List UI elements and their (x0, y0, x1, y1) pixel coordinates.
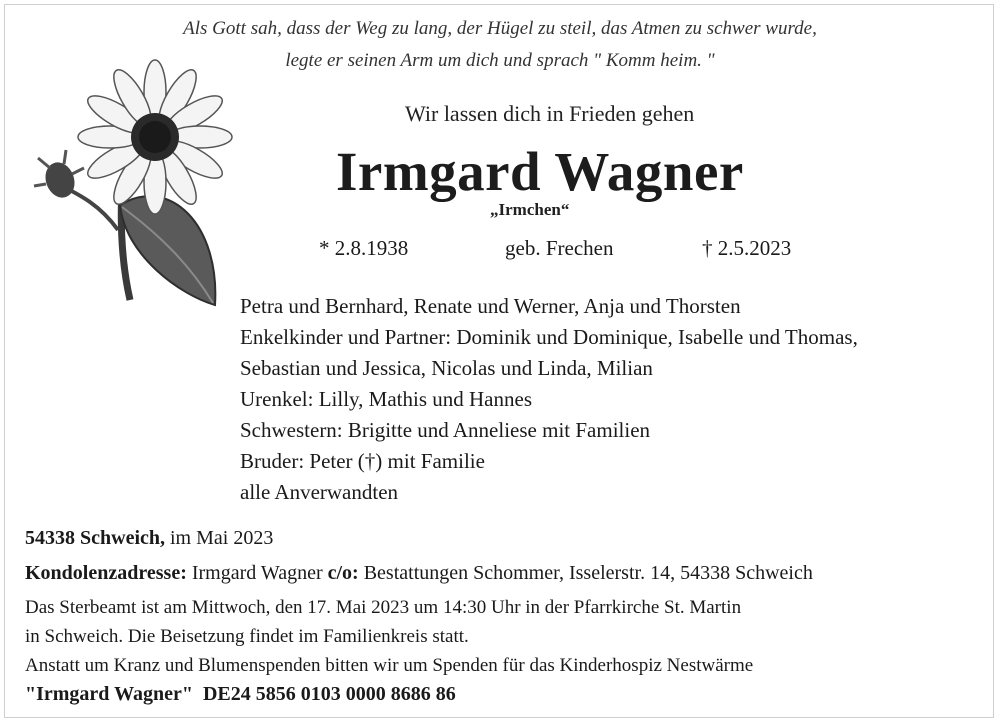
survivors-list (240, 291, 858, 508)
service-line-1: Das Sterbeamt ist am Mittwoch, den 17. Mai 2023 um 14:30 Uhr in der Pfarrkirche St. Martin (25, 597, 742, 618)
condolence-street: Bestattungen Schommer, Isselerstr. 14, 54338 Schweich (363, 562, 813, 584)
survivor-line: Enkelkinder und Partner: Dominik und Dominique, Isabelle und Thomas, (240, 325, 858, 349)
survivor-line: Schwestern: Brigitte und Anneliese mit Familien (240, 418, 651, 442)
survivor-line: Bruder: Peter (†) mit Familie (240, 449, 485, 473)
place: 54338 Schweich, (25, 527, 165, 549)
donation-iban: DE24 5856 0103 0000 8686 86 (202, 683, 456, 705)
survivor-line: Sebastian und Jessica, Nicolas und Linda, Milian (240, 356, 653, 380)
maiden-name: geb. Frechen (505, 236, 614, 260)
quote-line-2: legte er seinen Arm um dich und sprach " Komm heim. " (285, 50, 715, 71)
place-date (25, 527, 273, 550)
birth-date: * 2.8.1938 (319, 236, 409, 260)
donation-reference: "Irmgard Wagner" (25, 683, 193, 705)
date: im Mai 2023 (170, 527, 274, 549)
nickname: „Irmchen“ (490, 200, 570, 219)
death-date: † 2.5.2023 (702, 236, 792, 260)
deceased-name: Irmgard Wagner (336, 141, 744, 202)
condolence-address (25, 562, 813, 585)
condolence-co: c/o: (327, 562, 359, 584)
quote-line-1: Als Gott sah, dass der Weg zu lang, der Hügel zu steil, das Atmen zu schwer wurde, (183, 18, 817, 39)
service-line-2: in Schweich. Die Beisetzung findet im Familienkreis statt. (25, 626, 469, 647)
sunflower-icon (30, 55, 250, 315)
survivor-line: alle Anverwandten (240, 480, 399, 504)
survivor-line: Petra und Bernhard, Renate und Werner, Anja und Thorsten (240, 294, 741, 318)
survivor-line: Urenkel: Lilly, Mathis und Hannes (240, 387, 533, 411)
condolence-label: Kondolenzadresse: (25, 562, 187, 584)
donation-account (25, 683, 456, 706)
service-line-3: Anstatt um Kranz und Blumenspenden bitten wir um Spenden für das Kinderhospiz Nestwärme (25, 655, 754, 676)
farewell-text: Wir lassen dich in Frieden gehen (405, 101, 695, 126)
condolence-name: Irmgard Wagner (191, 562, 323, 584)
